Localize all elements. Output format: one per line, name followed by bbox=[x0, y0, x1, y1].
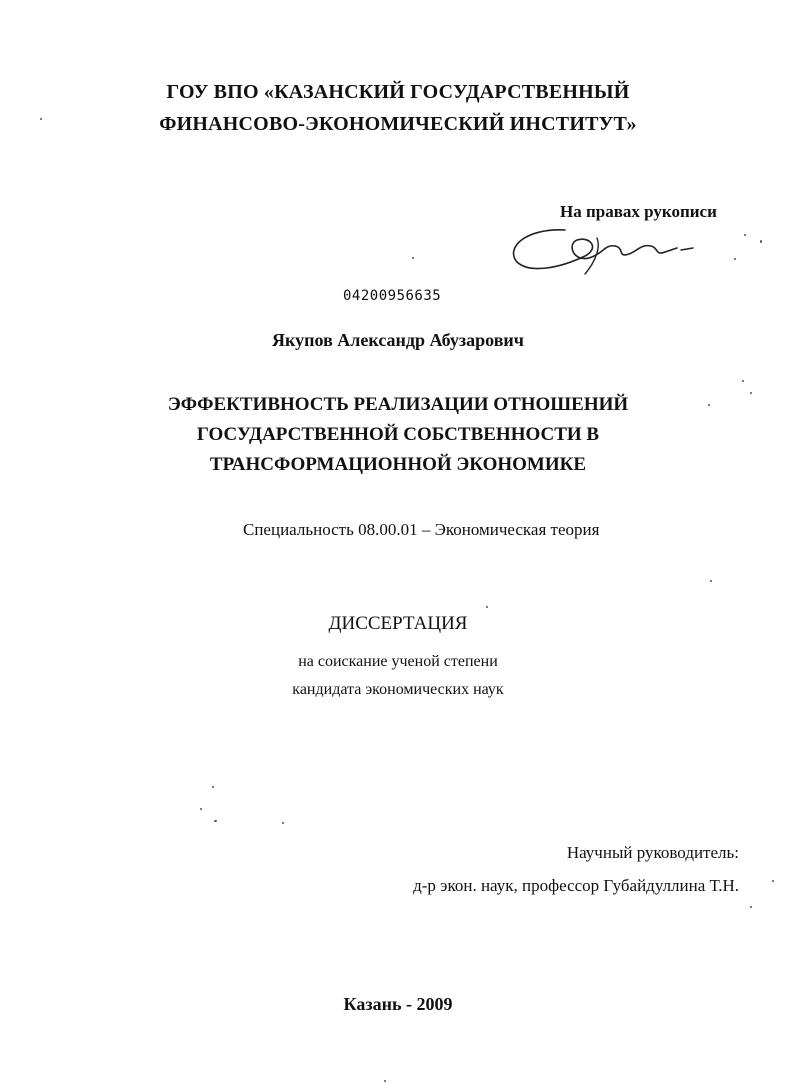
supervisor-label: Научный руководитель: bbox=[566, 843, 739, 862]
manuscript-note: На правах рукописи bbox=[560, 202, 717, 221]
institution-line-1: ГОУ ВПО «КАЗАНСКИЙ ГОСУДАРСТВЕННЫЙ bbox=[166, 81, 630, 103]
scan-speck bbox=[214, 820, 217, 822]
degree-description bbox=[0, 648, 796, 704]
title-line-3: ТРАНСФОРМАЦИОННОЙ ЭКОНОМИКЕ bbox=[209, 454, 587, 475]
scan-speck bbox=[734, 258, 736, 260]
scan-speck bbox=[486, 606, 488, 608]
scan-speck bbox=[212, 786, 214, 788]
degree-line-2: кандидата экономических наук bbox=[292, 681, 504, 698]
specialty-line: Специальность 08.00.01 – Экономическая теория bbox=[243, 520, 600, 539]
supervisor-block bbox=[413, 836, 739, 902]
scan-speck bbox=[710, 580, 712, 582]
scan-speck bbox=[772, 880, 774, 882]
scan-speck bbox=[750, 392, 752, 394]
title-line-1: ЭФФЕКТИВНОСТЬ РЕАЛИЗАЦИИ ОТНОШЕНИЙ bbox=[167, 394, 629, 415]
scan-speck bbox=[750, 906, 752, 908]
title-line-2: ГОСУДАРСТВЕННОЙ СОБСТВЕННОСТИ В bbox=[196, 424, 600, 445]
degree-line-1: на соискание ученой степени bbox=[298, 653, 498, 670]
institution-heading bbox=[0, 76, 796, 140]
registration-code: 04200956635 bbox=[343, 288, 442, 304]
scan-speck bbox=[744, 234, 746, 236]
scan-speck bbox=[384, 1080, 386, 1082]
scan-speck bbox=[200, 808, 202, 810]
scan-speck bbox=[412, 257, 414, 259]
signature-icon bbox=[505, 218, 705, 278]
scan-speck bbox=[760, 240, 762, 243]
dissertation-type: ДИССЕРТАЦИЯ bbox=[328, 613, 468, 634]
scan-speck bbox=[708, 404, 710, 406]
place-year: Казань - 2009 bbox=[343, 994, 453, 1014]
scan-speck bbox=[742, 380, 744, 382]
scan-speck bbox=[282, 822, 284, 824]
dissertation-title bbox=[0, 390, 796, 480]
supervisor-name: д-р экон. наук, профессор Губайдуллина Т.Н. bbox=[413, 876, 739, 895]
institution-line-2: ФИНАНСОВО-ЭКОНОМИЧЕСКИЙ ИНСТИТУТ» bbox=[159, 113, 637, 135]
scan-speck bbox=[40, 118, 42, 120]
author-name: Якупов Александр Абузарович bbox=[272, 330, 524, 350]
